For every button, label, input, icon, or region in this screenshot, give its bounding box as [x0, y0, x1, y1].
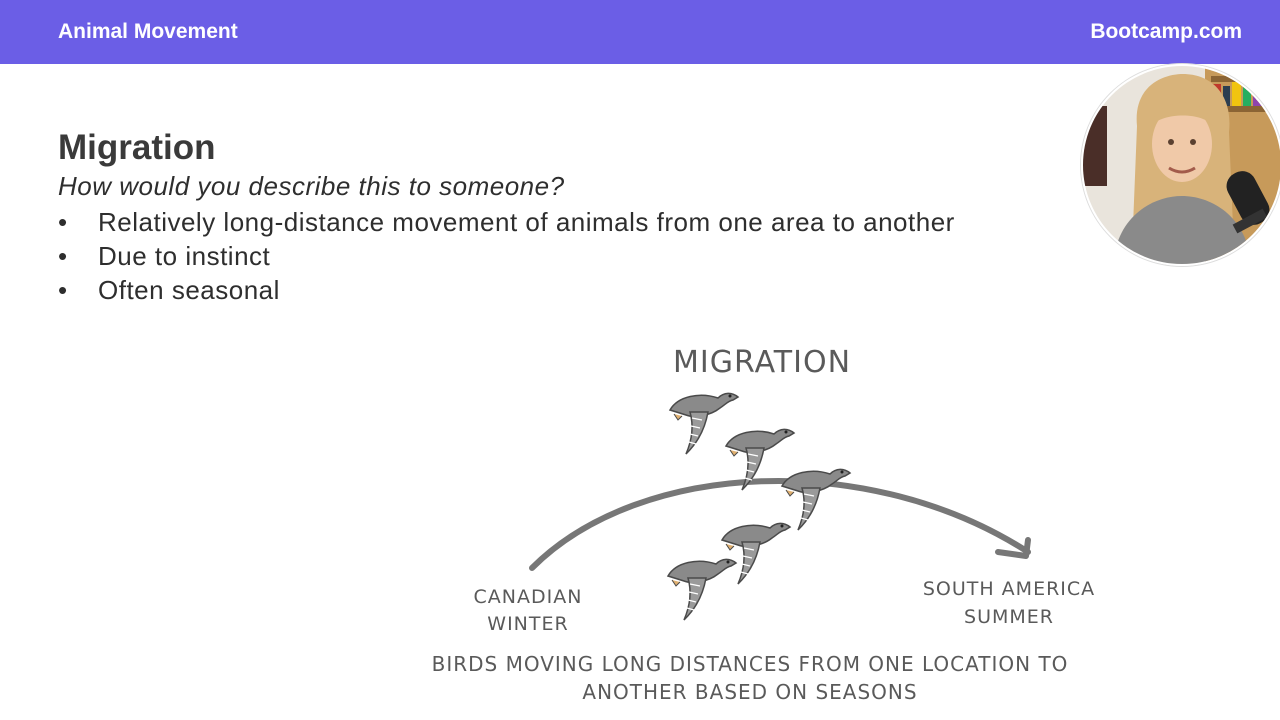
header-bar — [0, 0, 1280, 64]
slide-subtitle: How would you describe this to someone? — [58, 171, 565, 201]
presenter-webcam — [1081, 64, 1280, 266]
bullet-list — [58, 205, 998, 307]
bullet-symbol: • — [58, 207, 68, 237]
migration-illustration — [400, 330, 1120, 715]
left-label-line1: CANADIAN — [473, 586, 583, 608]
bullet-item — [58, 239, 998, 273]
bullet-text: Due to instinct — [98, 241, 271, 271]
right-label-line1: SOUTH AMERICA — [922, 578, 1096, 600]
bullet-item — [58, 273, 998, 307]
caption-line1: BIRDS MOVING LONG DISTANCES FROM ONE LOCATION TO — [431, 652, 1069, 676]
bullet-text: Often seasonal — [98, 275, 280, 305]
bullet-symbol: • — [58, 275, 68, 305]
left-label-line2: WINTER — [487, 613, 569, 635]
presenter-video-icon — [1083, 66, 1280, 264]
diagram-title: MIGRATION — [672, 345, 852, 380]
bird-icon — [668, 559, 736, 620]
migration-diagram — [400, 330, 1120, 715]
bullet-symbol: • — [58, 241, 68, 271]
bird-icon — [722, 523, 790, 584]
header-brand: Bootcamp.com — [1090, 20, 1242, 43]
caption-line2: ANOTHER BASED ON SEASONS — [582, 680, 918, 704]
right-label-line2: SUMMER — [964, 606, 1054, 628]
bird-icon — [782, 469, 850, 530]
header-title: Animal Movement — [58, 20, 238, 43]
slide-title: Migration — [58, 128, 216, 167]
bullet-text: Relatively long-distance movement of animals from one area to another — [98, 207, 955, 237]
bullet-item — [58, 205, 998, 239]
